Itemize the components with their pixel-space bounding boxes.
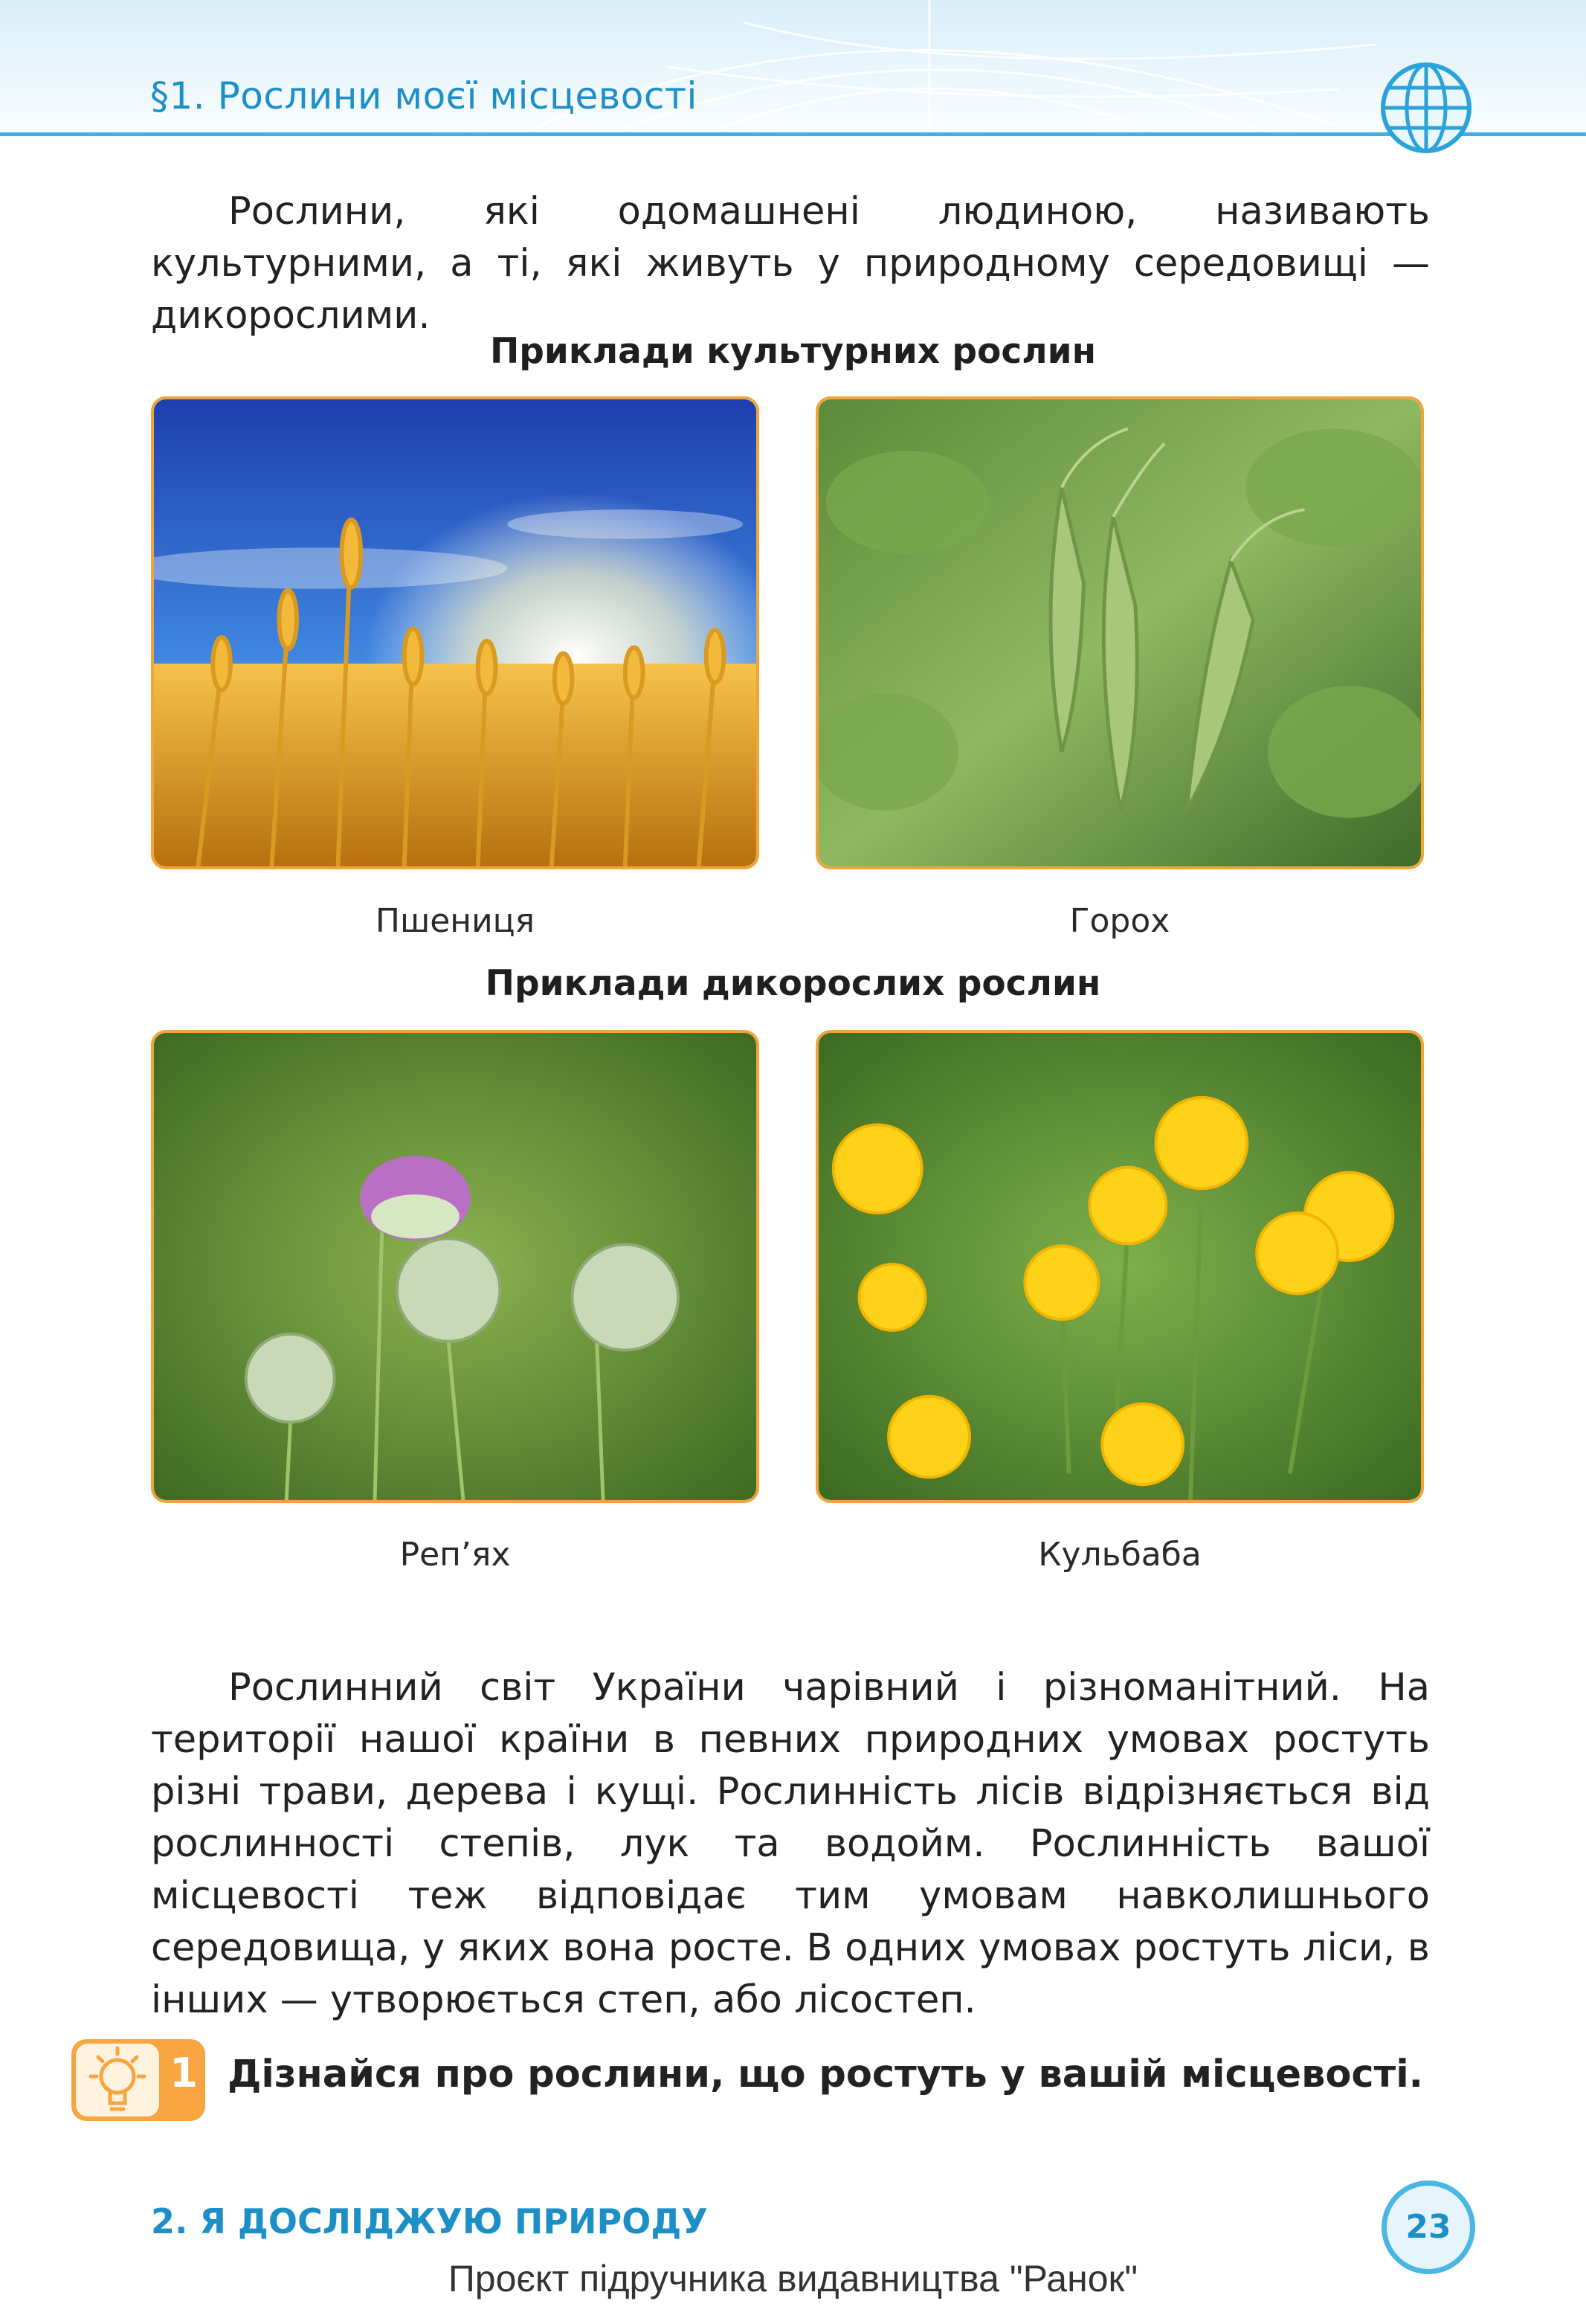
- page-header-title: §1. Рослини моєї місцевості: [150, 74, 697, 118]
- lightbulb-icon: [76, 2044, 159, 2117]
- task-block: [71, 2039, 1484, 2121]
- pea-caption: Горох: [1069, 902, 1170, 940]
- pea-photo: [816, 396, 1424, 869]
- wheat-photo: [151, 396, 759, 869]
- task-number: 1: [170, 2050, 198, 2096]
- body-text: Рослинний світ України чарівний і різноманітний. На території нашої країни в певних природних умовах ростуть різні трави, дерева і кущі. Рослинність лісів відрізняється від рослинності степів, лук та водойм. Рослинність вашої місцевості теж відповідає тим умовам навколишнього середовища, у яких вона росте. В одних умовах ростуть ліси, в інших — утворюється степ, або лісостеп.: [151, 1666, 1430, 2022]
- header-divider: [0, 132, 1586, 136]
- task-badge: [71, 2039, 205, 2121]
- burdock-photo: [151, 1030, 759, 1503]
- globe-icon: [1378, 59, 1474, 156]
- burdock-caption: Реп’ях: [399, 1536, 511, 1574]
- footer-note: Проєкт підручника видавництва "Ранок": [448, 2258, 1138, 2299]
- wild-heading: Приклади дикорослих рослин: [485, 963, 1101, 1004]
- page-number: 23: [1382, 2180, 1475, 2274]
- dandelion-caption: Кульбаба: [1038, 1536, 1202, 1574]
- wheat-caption: Пшениця: [375, 902, 535, 940]
- task-text: Дізнайся про рослини, що ростуть у вашій місцевості.: [228, 2053, 1424, 2096]
- footer-section-title: 2. Я ДОСЛІДЖУЮ ПРИРОДУ: [151, 2201, 708, 2241]
- dandelion-photo: [816, 1030, 1424, 1503]
- intro-paragraph: [151, 186, 1430, 342]
- cultivated-heading: Приклади культурних рослин: [489, 331, 1097, 372]
- body-paragraph: [151, 1662, 1430, 2027]
- page-header: [0, 0, 1586, 149]
- intro-text: Рослини, які одомашнені людиною, називають культурними, а ті, які живуть у природному середовищі — дикорослими.: [151, 190, 1430, 338]
